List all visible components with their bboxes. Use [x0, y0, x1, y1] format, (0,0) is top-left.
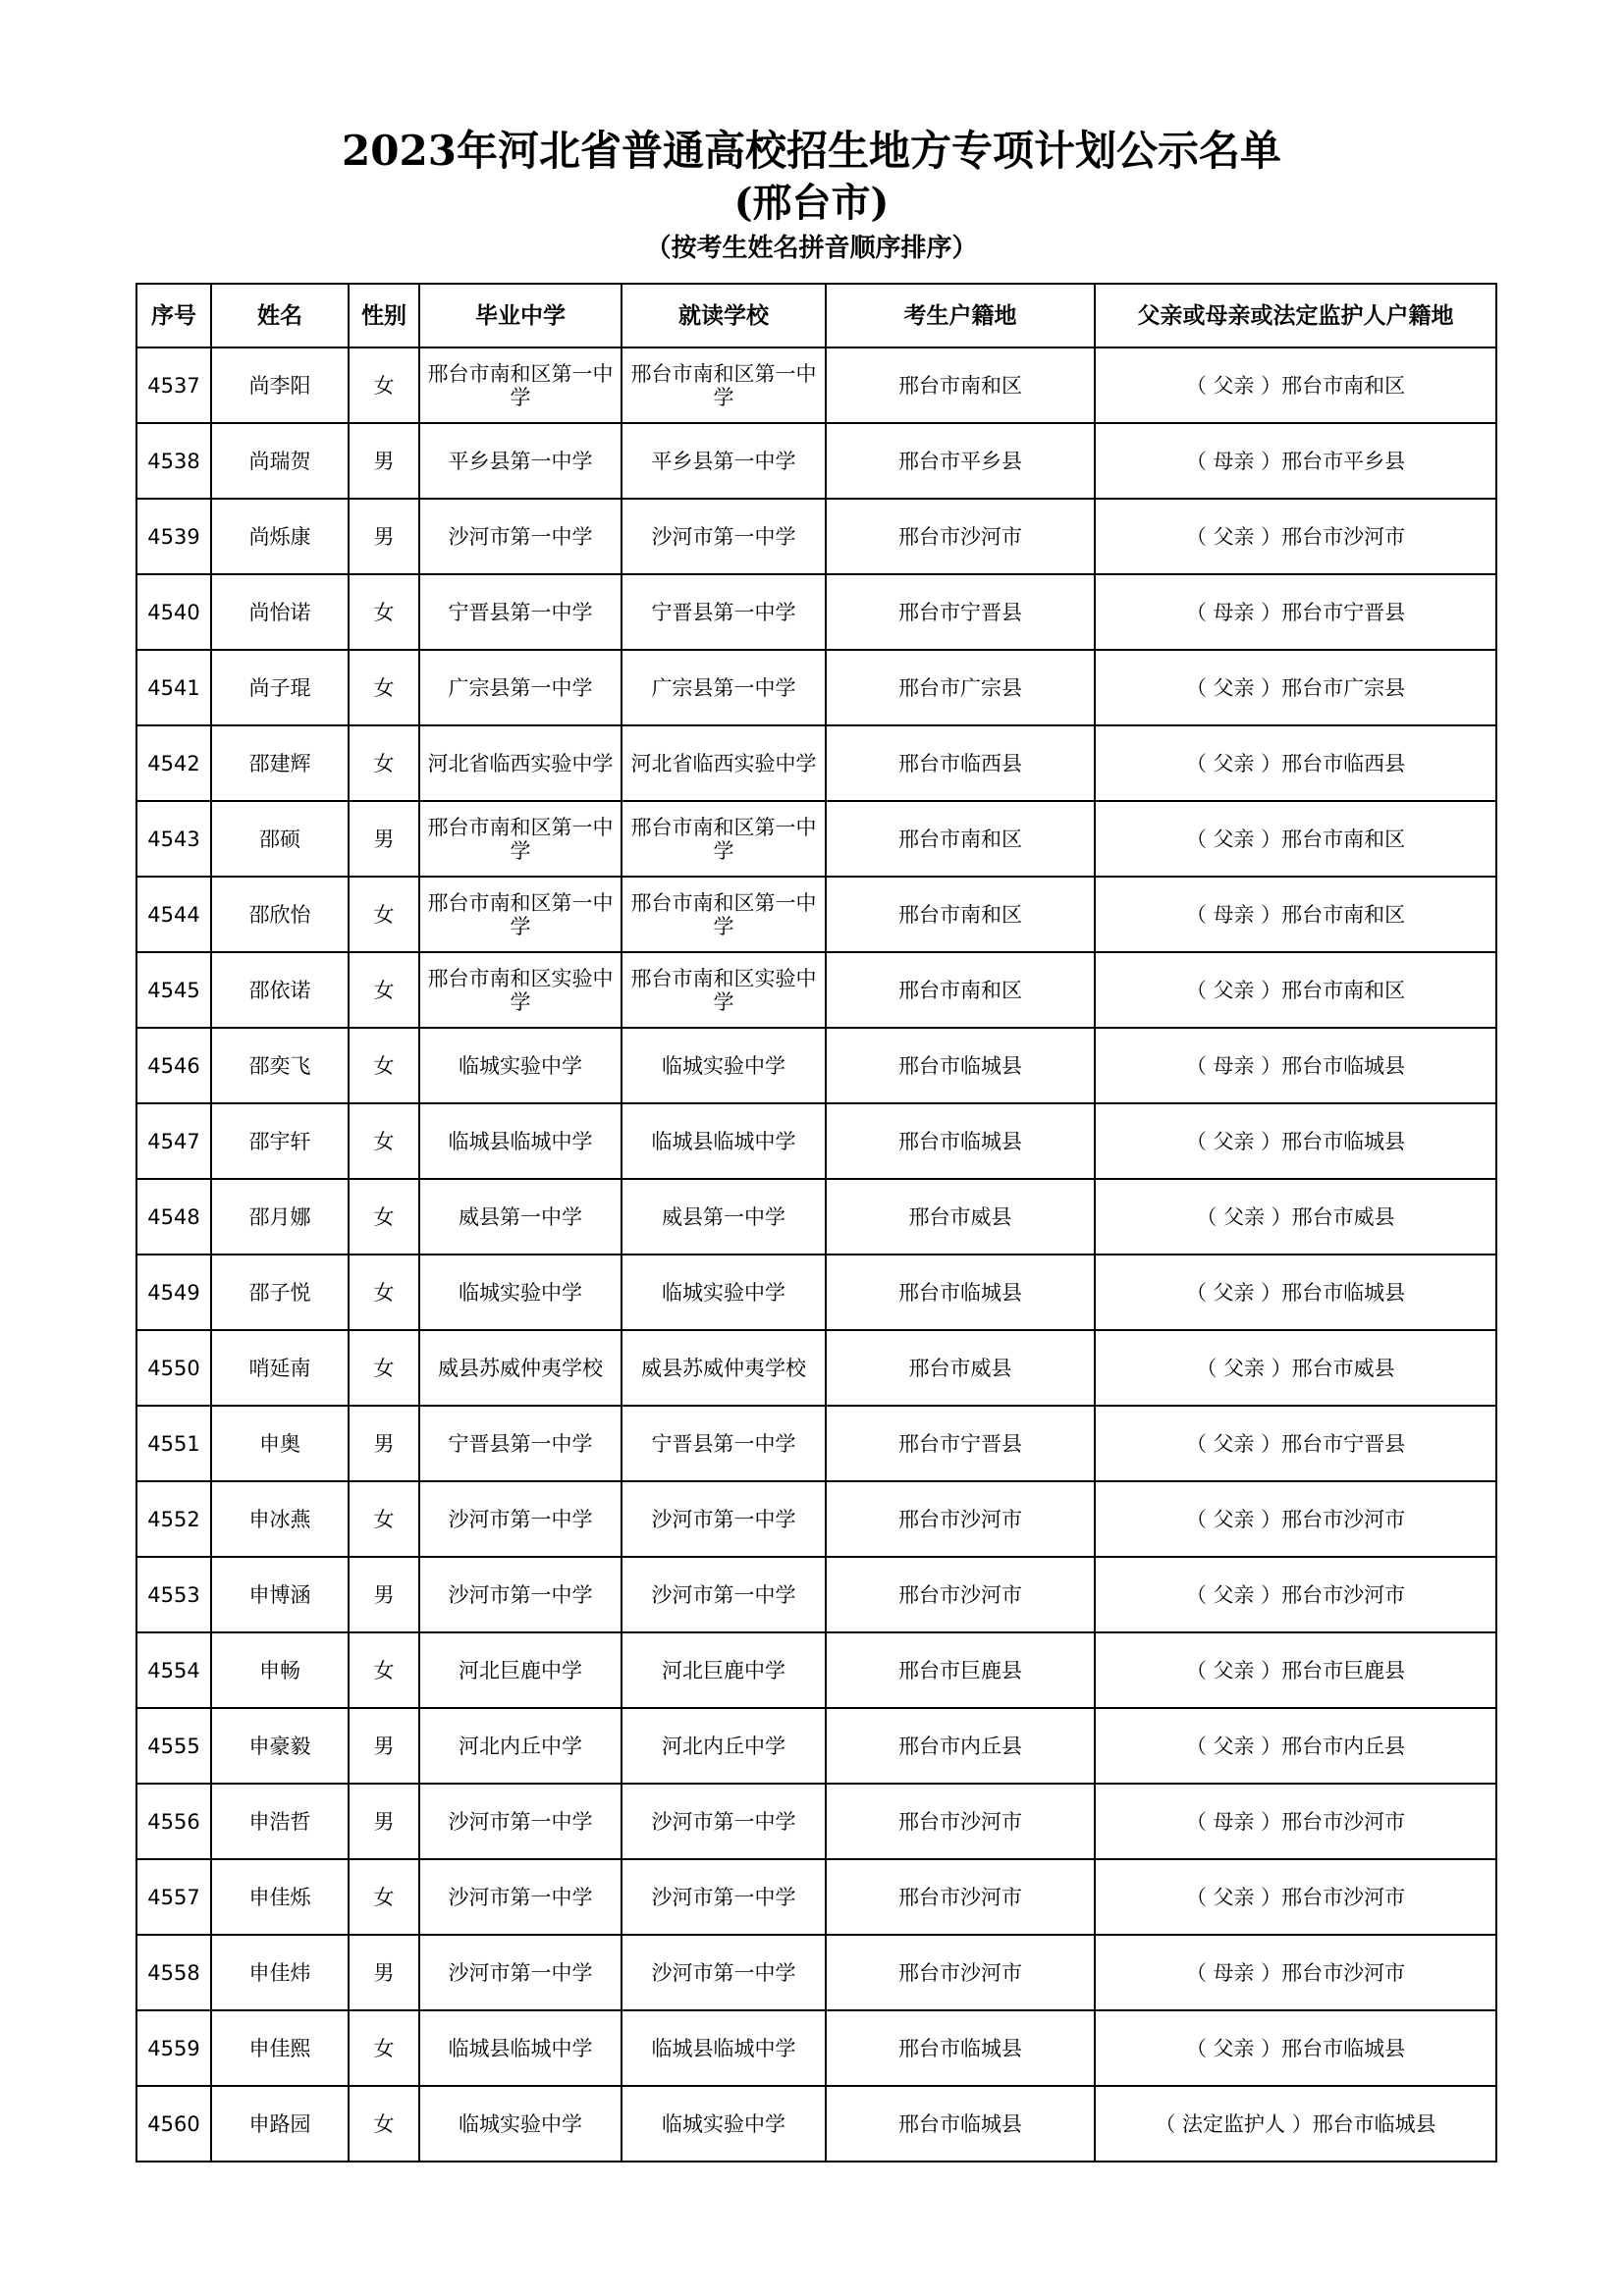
cell-name: 尚瑞贺 [211, 423, 349, 499]
cell-current-school: 河北省临西实验中学 [622, 725, 826, 801]
cell-hukou: 邢台市沙河市 [826, 1935, 1095, 2010]
cell-gender: 女 [349, 877, 419, 952]
cell-hukou: 邢台市平乡县 [826, 423, 1095, 499]
cell-gender: 女 [349, 1859, 419, 1935]
table-row [136, 1103, 1496, 1179]
cell-grad-school: 临城实验中学 [419, 1028, 622, 1103]
cell-name: 邵欣怡 [211, 877, 349, 952]
table-row [136, 1935, 1496, 2010]
cell-name: 邵子悦 [211, 1255, 349, 1330]
cell-name: 尚子琨 [211, 650, 349, 725]
cell-name: 申豪毅 [211, 1708, 349, 1784]
cell-hukou: 邢台市巨鹿县 [826, 1632, 1095, 1708]
cell-name: 申博涵 [211, 1557, 349, 1632]
cell-gender: 女 [349, 1632, 419, 1708]
cell-index: 4537 [136, 347, 211, 423]
cell-hukou: 邢台市宁晋县 [826, 1406, 1095, 1481]
cell-grad-school: 临城实验中学 [419, 2086, 622, 2162]
cell-name: 尚烁康 [211, 499, 349, 574]
table-row [136, 499, 1496, 574]
cell-hukou: 邢台市临城县 [826, 1103, 1095, 1179]
cell-index: 4553 [136, 1557, 211, 1632]
cell-hukou: 邢台市沙河市 [826, 1557, 1095, 1632]
cell-gender: 女 [349, 650, 419, 725]
cell-grad-school: 河北巨鹿中学 [419, 1632, 622, 1708]
cell-hukou: 邢台市内丘县 [826, 1708, 1095, 1784]
cell-hukou: 邢台市临西县 [826, 725, 1095, 801]
cell-gender: 男 [349, 801, 419, 877]
cell-guardian-hukou: （ 父亲 ）邢台市临城县 [1095, 2010, 1496, 2086]
cell-guardian-hukou: （ 父亲 ）邢台市宁晋县 [1095, 1406, 1496, 1481]
cell-grad-school: 沙河市第一中学 [419, 1935, 622, 2010]
cell-grad-school: 邢台市南和区实验中学 [419, 952, 622, 1028]
cell-gender: 男 [349, 1935, 419, 2010]
table-row [136, 1330, 1496, 1406]
cell-hukou: 邢台市南和区 [826, 877, 1095, 952]
cell-guardian-hukou: （ 父亲 ）邢台市南和区 [1095, 347, 1496, 423]
cell-name: 邵月娜 [211, 1179, 349, 1255]
roster-table [135, 283, 1497, 2163]
table-row [136, 2086, 1496, 2162]
cell-grad-school: 沙河市第一中学 [419, 1859, 622, 1935]
cell-guardian-hukou: （ 父亲 ）邢台市威县 [1095, 1179, 1496, 1255]
cell-index: 4542 [136, 725, 211, 801]
cell-hukou: 邢台市临城县 [826, 2086, 1095, 2162]
cell-index: 4552 [136, 1481, 211, 1557]
cell-gender: 女 [349, 1103, 419, 1179]
cell-grad-school: 平乡县第一中学 [419, 423, 622, 499]
table-row [136, 2010, 1496, 2086]
cell-gender: 女 [349, 1330, 419, 1406]
cell-name: 申奥 [211, 1406, 349, 1481]
cell-gender: 女 [349, 1481, 419, 1557]
cell-current-school: 邢台市南和区第一中学 [622, 801, 826, 877]
cell-hukou: 邢台市沙河市 [826, 499, 1095, 574]
cell-gender: 女 [349, 952, 419, 1028]
header-index: 序号 [136, 284, 211, 347]
cell-hukou: 邢台市南和区 [826, 347, 1095, 423]
cell-hukou: 邢台市临城县 [826, 1255, 1095, 1330]
cell-name: 申路园 [211, 2086, 349, 2162]
sort-note: （按考生姓名拼音顺序排序） [645, 234, 978, 263]
table-row [136, 574, 1496, 650]
cell-index: 4559 [136, 2010, 211, 2086]
cell-guardian-hukou: （ 父亲 ）邢台市临城县 [1095, 1255, 1496, 1330]
cell-grad-school: 沙河市第一中学 [419, 1557, 622, 1632]
header-grad-school: 毕业中学 [419, 284, 622, 347]
cell-current-school: 沙河市第一中学 [622, 1557, 826, 1632]
cell-grad-school: 邢台市南和区第一中学 [419, 877, 622, 952]
cell-current-school: 临城实验中学 [622, 2086, 826, 2162]
cell-index: 4558 [136, 1935, 211, 2010]
cell-current-school: 河北内丘中学 [622, 1708, 826, 1784]
cell-grad-school: 河北省临西实验中学 [419, 725, 622, 801]
cell-guardian-hukou: （ 父亲 ）邢台市内丘县 [1095, 1708, 1496, 1784]
cell-name: 申冰燕 [211, 1481, 349, 1557]
cell-gender: 男 [349, 1406, 419, 1481]
cell-hukou: 邢台市广宗县 [826, 650, 1095, 725]
cell-guardian-hukou: （ 父亲 ）邢台市临西县 [1095, 725, 1496, 801]
cell-gender: 男 [349, 1557, 419, 1632]
cell-grad-school: 临城实验中学 [419, 1255, 622, 1330]
cell-hukou: 邢台市沙河市 [826, 1859, 1095, 1935]
cell-guardian-hukou: （ 母亲 ）邢台市沙河市 [1095, 1935, 1496, 2010]
header-hukou: 考生户籍地 [826, 284, 1095, 347]
cell-index: 4546 [136, 1028, 211, 1103]
cell-hukou: 邢台市沙河市 [826, 1784, 1095, 1859]
cell-guardian-hukou: （ 父亲 ）邢台市南和区 [1095, 952, 1496, 1028]
cell-guardian-hukou: （ 父亲 ）邢台市沙河市 [1095, 1481, 1496, 1557]
cell-gender: 男 [349, 499, 419, 574]
cell-guardian-hukou: （ 母亲 ）邢台市沙河市 [1095, 1784, 1496, 1859]
table-row [136, 650, 1496, 725]
cell-index: 4556 [136, 1784, 211, 1859]
cell-guardian-hukou: （ 父亲 ）邢台市广宗县 [1095, 650, 1496, 725]
cell-name: 尚李阳 [211, 347, 349, 423]
document-title: 2023年河北省普通高校招生地方专项计划公示名单 [342, 127, 1281, 175]
header-current-school: 就读学校 [622, 284, 826, 347]
cell-hukou: 邢台市沙河市 [826, 1481, 1095, 1557]
cell-name: 邵硕 [211, 801, 349, 877]
cell-hukou: 邢台市威县 [826, 1179, 1095, 1255]
cell-current-school: 邢台市南和区实验中学 [622, 952, 826, 1028]
cell-hukou: 邢台市临城县 [826, 2010, 1095, 2086]
cell-guardian-hukou: （ 父亲 ）邢台市威县 [1095, 1330, 1496, 1406]
cell-index: 4547 [136, 1103, 211, 1179]
cell-guardian-hukou: （ 母亲 ）邢台市南和区 [1095, 877, 1496, 952]
cell-gender: 女 [349, 1255, 419, 1330]
table-row [136, 423, 1496, 499]
cell-name: 申浩哲 [211, 1784, 349, 1859]
table-row [136, 1481, 1496, 1557]
header-guardian-hukou: 父亲或母亲或法定监护人户籍地 [1095, 284, 1496, 347]
header-gender: 性别 [349, 284, 419, 347]
table-row [136, 1028, 1496, 1103]
cell-gender: 女 [349, 347, 419, 423]
cell-index: 4538 [136, 423, 211, 499]
table-row [136, 1557, 1496, 1632]
cell-gender: 女 [349, 1179, 419, 1255]
cell-index: 4549 [136, 1255, 211, 1330]
cell-guardian-hukou: （ 母亲 ）邢台市平乡县 [1095, 423, 1496, 499]
cell-current-school: 邢台市南和区第一中学 [622, 347, 826, 423]
cell-grad-school: 邢台市南和区第一中学 [419, 347, 622, 423]
cell-current-school: 威县苏威仲夷学校 [622, 1330, 826, 1406]
table-row [136, 801, 1496, 877]
cell-guardian-hukou: （ 父亲 ）邢台市沙河市 [1095, 499, 1496, 574]
cell-name: 尚怡诺 [211, 574, 349, 650]
table-row [136, 1406, 1496, 1481]
cell-grad-school: 威县苏威仲夷学校 [419, 1330, 622, 1406]
cell-guardian-hukou: （ 法定监护人 ）邢台市临城县 [1095, 2086, 1496, 2162]
cell-name: 邵宇轩 [211, 1103, 349, 1179]
cell-grad-school: 沙河市第一中学 [419, 1784, 622, 1859]
cell-index: 4540 [136, 574, 211, 650]
cell-grad-school: 沙河市第一中学 [419, 1481, 622, 1557]
cell-current-school: 宁晋县第一中学 [622, 1406, 826, 1481]
cell-current-school: 沙河市第一中学 [622, 1935, 826, 2010]
cell-current-school: 临城县临城中学 [622, 1103, 826, 1179]
cell-grad-school: 宁晋县第一中学 [419, 574, 622, 650]
document-subtitle: (邢台市) [733, 180, 890, 226]
cell-name: 申佳烁 [211, 1859, 349, 1935]
cell-hukou: 邢台市南和区 [826, 801, 1095, 877]
table-row [136, 1859, 1496, 1935]
cell-guardian-hukou: （ 母亲 ）邢台市临城县 [1095, 1028, 1496, 1103]
cell-index: 4545 [136, 952, 211, 1028]
cell-guardian-hukou: （ 母亲 ）邢台市宁晋县 [1095, 574, 1496, 650]
cell-index: 4539 [136, 499, 211, 574]
cell-index: 4544 [136, 877, 211, 952]
cell-gender: 女 [349, 1028, 419, 1103]
cell-gender: 男 [349, 1708, 419, 1784]
cell-guardian-hukou: （ 父亲 ）邢台市沙河市 [1095, 1557, 1496, 1632]
cell-current-school: 河北巨鹿中学 [622, 1632, 826, 1708]
cell-grad-school: 宁晋县第一中学 [419, 1406, 622, 1481]
table-body [136, 347, 1496, 2162]
table-row [136, 1632, 1496, 1708]
table-row [136, 347, 1496, 423]
cell-name: 邵依诺 [211, 952, 349, 1028]
table-row [136, 725, 1496, 801]
cell-index: 4554 [136, 1632, 211, 1708]
table-row [136, 1708, 1496, 1784]
cell-index: 4550 [136, 1330, 211, 1406]
cell-guardian-hukou: （ 父亲 ）邢台市南和区 [1095, 801, 1496, 877]
table-row [136, 1179, 1496, 1255]
cell-name: 邵建辉 [211, 725, 349, 801]
cell-guardian-hukou: （ 父亲 ）邢台市沙河市 [1095, 1859, 1496, 1935]
cell-current-school: 沙河市第一中学 [622, 499, 826, 574]
cell-index: 4541 [136, 650, 211, 725]
cell-grad-school: 广宗县第一中学 [419, 650, 622, 725]
cell-hukou: 邢台市威县 [826, 1330, 1095, 1406]
cell-index: 4560 [136, 2086, 211, 2162]
cell-grad-school: 临城县临城中学 [419, 1103, 622, 1179]
cell-index: 4543 [136, 801, 211, 877]
cell-gender: 女 [349, 725, 419, 801]
cell-name: 申畅 [211, 1632, 349, 1708]
table-row [136, 1784, 1496, 1859]
cell-name: 申佳熙 [211, 2010, 349, 2086]
cell-grad-school: 威县第一中学 [419, 1179, 622, 1255]
cell-current-school: 广宗县第一中学 [622, 650, 826, 725]
cell-gender: 男 [349, 423, 419, 499]
table-row [136, 877, 1496, 952]
cell-hukou: 邢台市南和区 [826, 952, 1095, 1028]
cell-current-school: 临城县临城中学 [622, 2010, 826, 2086]
cell-current-school: 威县第一中学 [622, 1179, 826, 1255]
cell-grad-school: 沙河市第一中学 [419, 499, 622, 574]
header-name: 姓名 [211, 284, 349, 347]
cell-current-school: 宁晋县第一中学 [622, 574, 826, 650]
cell-hukou: 邢台市宁晋县 [826, 574, 1095, 650]
cell-index: 4557 [136, 1859, 211, 1935]
cell-gender: 男 [349, 1784, 419, 1859]
cell-current-school: 临城实验中学 [622, 1255, 826, 1330]
cell-current-school: 平乡县第一中学 [622, 423, 826, 499]
cell-gender: 女 [349, 2086, 419, 2162]
cell-guardian-hukou: （ 父亲 ）邢台市临城县 [1095, 1103, 1496, 1179]
table-row [136, 952, 1496, 1028]
cell-current-school: 沙河市第一中学 [622, 1859, 826, 1935]
cell-name: 申佳炜 [211, 1935, 349, 2010]
cell-index: 4551 [136, 1406, 211, 1481]
table-row [136, 1255, 1496, 1330]
table-header-row [136, 284, 1496, 347]
cell-name: 邵奕飞 [211, 1028, 349, 1103]
cell-current-school: 沙河市第一中学 [622, 1481, 826, 1557]
cell-gender: 女 [349, 574, 419, 650]
cell-grad-school: 临城县临城中学 [419, 2010, 622, 2086]
cell-grad-school: 河北内丘中学 [419, 1708, 622, 1784]
cell-grad-school: 邢台市南和区第一中学 [419, 801, 622, 877]
cell-current-school: 邢台市南和区第一中学 [622, 877, 826, 952]
cell-guardian-hukou: （ 父亲 ）邢台市巨鹿县 [1095, 1632, 1496, 1708]
cell-name: 哨延南 [211, 1330, 349, 1406]
cell-hukou: 邢台市临城县 [826, 1028, 1095, 1103]
cell-index: 4555 [136, 1708, 211, 1784]
cell-current-school: 沙河市第一中学 [622, 1784, 826, 1859]
cell-index: 4548 [136, 1179, 211, 1255]
cell-current-school: 临城实验中学 [622, 1028, 826, 1103]
cell-gender: 女 [349, 2010, 419, 2086]
